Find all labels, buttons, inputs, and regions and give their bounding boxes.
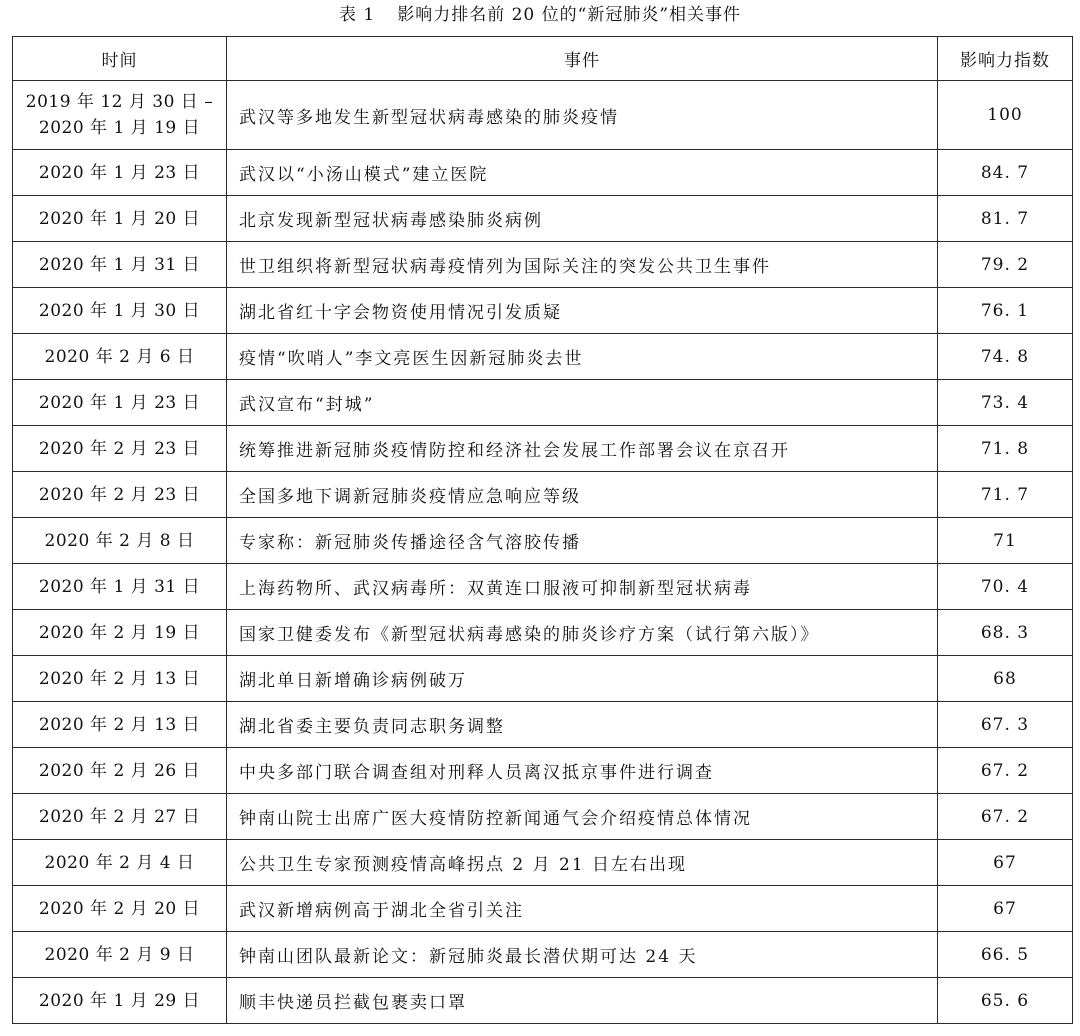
index-cell: 70. 4 (938, 564, 1073, 610)
index-cell: 67. 2 (938, 794, 1073, 840)
event-cell: 钟南山院士出席广医大疫情防控新闻通气会介绍疫情总体情况 (227, 794, 938, 840)
table-row (13, 748, 1073, 794)
index-cell: 67 (938, 886, 1073, 932)
event-cell: 湖北省委主要负责同志职务调整 (227, 702, 938, 748)
header-index: 影响力指数 (938, 37, 1073, 81)
date-cell: 2020 年 2 月 13 日 (13, 702, 227, 748)
event-cell: 武汉以“小汤山模式”建立医院 (227, 150, 938, 196)
event-cell: 统筹推进新冠肺炎疫情防控和经济社会发展工作部署会议在京召开 (227, 426, 938, 472)
date-range-end: 2020 年 1 月 19 日 (38, 118, 201, 138)
date-cell: 2020 年 2 月 6 日 (13, 334, 227, 380)
event-cell: 疫情“吹哨人”李文亮医生因新冠肺炎去世 (227, 334, 938, 380)
events-table (12, 36, 1073, 1024)
index-cell: 76. 1 (938, 288, 1073, 334)
table-title: 影响力排名前 20 位的“新冠肺炎”相关事件 (397, 5, 742, 25)
event-cell: 世卫组织将新型冠状病毒疫情列为国际关注的突发公共卫生事件 (227, 242, 938, 288)
date-cell: 2020 年 1 月 30 日 (13, 288, 227, 334)
event-cell: 中央多部门联合调查组对刑释人员离汉抵京事件进行调查 (227, 748, 938, 794)
table-row (13, 334, 1073, 380)
event-cell: 湖北单日新增确诊病例破万 (227, 656, 938, 702)
date-cell: 2020 年 2 月 19 日 (13, 610, 227, 656)
index-cell: 74. 8 (938, 334, 1073, 380)
event-cell: 湖北省红十字会物资使用情况引发质疑 (227, 288, 938, 334)
table-number: 表 1 (338, 5, 376, 25)
event-cell: 武汉宣布“封城” (227, 380, 938, 426)
header-time: 时间 (13, 37, 227, 81)
date-cell: 2020 年 2 月 20 日 (13, 886, 227, 932)
index-cell: 73. 4 (938, 380, 1073, 426)
event-cell: 顺丰快递员拦截包裹卖口罩 (227, 978, 938, 1024)
header-row (13, 37, 1073, 81)
date-cell: 2020 年 1 月 23 日 (13, 380, 227, 426)
event-cell: 国家卫健委发布《新型冠状病毒感染的肺炎诊疗方案（试行第六版）》 (227, 610, 938, 656)
index-cell: 67. 2 (938, 748, 1073, 794)
table-row (13, 840, 1073, 886)
index-cell: 67. 3 (938, 702, 1073, 748)
date-cell: 2020 年 1 月 23 日 (13, 150, 227, 196)
index-cell: 68 (938, 656, 1073, 702)
index-cell: 79. 2 (938, 242, 1073, 288)
table-row (13, 610, 1073, 656)
index-cell: 81. 7 (938, 196, 1073, 242)
index-cell: 68. 3 (938, 610, 1073, 656)
index-cell: 100 (938, 81, 1073, 150)
event-cell: 专家称：新冠肺炎传播途径含气溶胶传播 (227, 518, 938, 564)
date-cell: 2020 年 2 月 23 日 (13, 472, 227, 518)
table-row (13, 886, 1073, 932)
date-cell: 2020 年 1 月 31 日 (13, 564, 227, 610)
table-row (13, 564, 1073, 610)
table-row (13, 196, 1073, 242)
table-row (13, 656, 1073, 702)
table-row (13, 978, 1073, 1024)
table-row (13, 288, 1073, 334)
date-cell (13, 81, 227, 150)
table-row (13, 242, 1073, 288)
event-cell: 全国多地下调新冠肺炎疫情应急响应等级 (227, 472, 938, 518)
table-row (13, 702, 1073, 748)
header-event: 事件 (227, 37, 938, 81)
date-cell: 2020 年 2 月 8 日 (13, 518, 227, 564)
date-cell: 2020 年 1 月 20 日 (13, 196, 227, 242)
table-row (13, 380, 1073, 426)
index-cell: 71. 8 (938, 426, 1073, 472)
index-cell: 84. 7 (938, 150, 1073, 196)
date-cell: 2020 年 1 月 29 日 (13, 978, 227, 1024)
date-range-start: 2019 年 12 月 30 日 – (25, 92, 214, 112)
table-row (13, 81, 1073, 150)
index-cell: 65. 6 (938, 978, 1073, 1024)
index-cell: 67 (938, 840, 1073, 886)
date-cell: 2020 年 2 月 13 日 (13, 656, 227, 702)
event-cell: 武汉等多地发生新型冠状病毒感染的肺炎疫情 (227, 81, 938, 150)
table-row (13, 794, 1073, 840)
table-row (13, 518, 1073, 564)
index-cell: 66. 5 (938, 932, 1073, 978)
date-cell: 2020 年 2 月 27 日 (13, 794, 227, 840)
event-cell: 公共卫生专家预测疫情高峰拐点 2 月 21 日左右出现 (227, 840, 938, 886)
date-cell: 2020 年 2 月 4 日 (13, 840, 227, 886)
table-row (13, 932, 1073, 978)
event-cell: 武汉新增病例高于湖北全省引关注 (227, 886, 938, 932)
table-row (13, 472, 1073, 518)
event-cell: 钟南山团队最新论文：新冠肺炎最长潜伏期可达 24 天 (227, 932, 938, 978)
table-caption (0, 0, 1080, 32)
event-cell: 北京发现新型冠状病毒感染肺炎病例 (227, 196, 938, 242)
table-row (13, 150, 1073, 196)
event-cell: 上海药物所、武汉病毒所：双黄连口服液可抑制新型冠状病毒 (227, 564, 938, 610)
table-row (13, 426, 1073, 472)
index-cell: 71 (938, 518, 1073, 564)
date-cell: 2020 年 2 月 23 日 (13, 426, 227, 472)
index-cell: 71. 7 (938, 472, 1073, 518)
date-cell: 2020 年 2 月 9 日 (13, 932, 227, 978)
date-cell: 2020 年 2 月 26 日 (13, 748, 227, 794)
date-cell: 2020 年 1 月 31 日 (13, 242, 227, 288)
